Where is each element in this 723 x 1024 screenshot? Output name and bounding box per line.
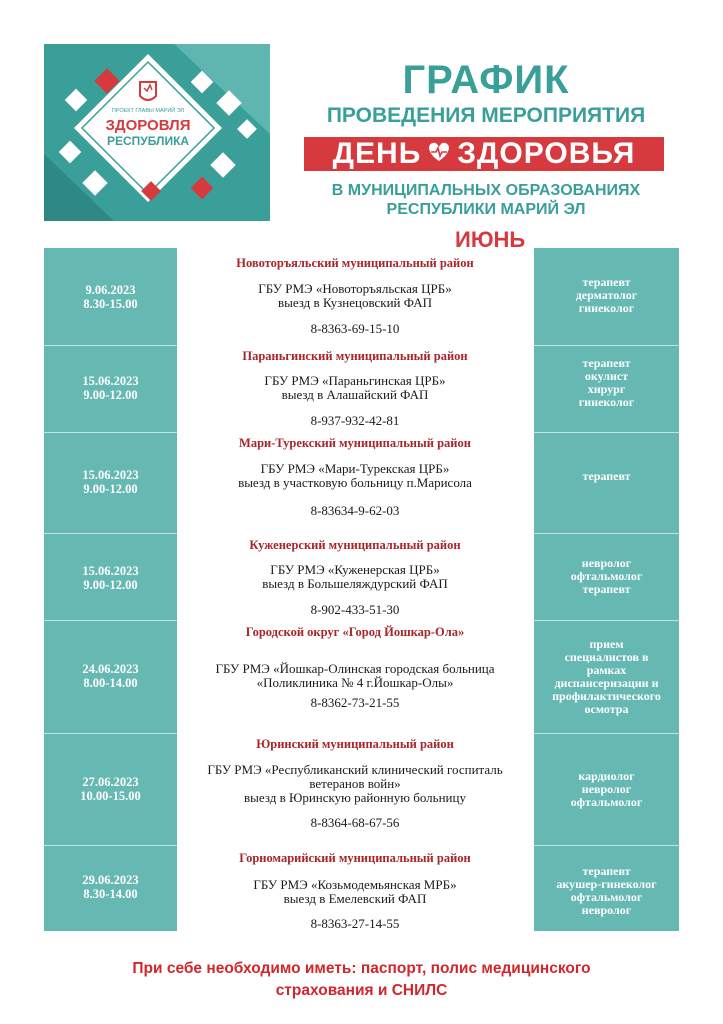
logo xyxy=(44,44,270,221)
venue-info xyxy=(180,563,530,591)
phone-number: 8-83634-9-62-03 xyxy=(310,503,400,518)
specialists-list xyxy=(534,357,679,409)
phone-number: 8-8363-27-14-55 xyxy=(310,916,400,931)
time-value: 8.00-14.00 xyxy=(83,676,138,690)
venue-line: выезд в Большеляждурский ФАП xyxy=(262,576,448,591)
phone-number: 8-8364-68-67-56 xyxy=(310,815,400,830)
phone-number: 8-937-932-42-81 xyxy=(310,413,400,428)
row-divider xyxy=(44,345,679,346)
specialist: терапевт xyxy=(582,356,631,370)
requirements-line: страхования и СНИЛС xyxy=(275,982,448,999)
time-value: 9.00-12.00 xyxy=(83,482,138,496)
specialists-list xyxy=(534,770,679,809)
venue-line: выезд в Юринскую районную больницу xyxy=(244,790,466,805)
phone-number: 8-8362-73-21-55 xyxy=(310,695,400,710)
specialist: офтальмолог xyxy=(570,795,643,809)
venue-line: ГБУ РМЭ «Козьмодемьянская МРБ» xyxy=(253,877,457,892)
specialist: терапевт xyxy=(582,582,631,596)
event-date xyxy=(44,662,177,690)
district-name: Новоторъяльский муниципальный район xyxy=(236,256,474,270)
venue-line: ветеранов войн» xyxy=(309,776,401,791)
specialists-list xyxy=(534,865,679,917)
specialist: кардиолог xyxy=(578,769,635,783)
banner-word-left: ДЕНЬ xyxy=(332,137,422,170)
specialist: диспансеризации и xyxy=(554,676,659,690)
logo-graphic xyxy=(44,44,270,221)
district-name: Мари-Турекский муниципальный район xyxy=(239,436,471,450)
venue-line: ГБУ РМЭ «Йошкар-Олинская городская больница xyxy=(215,661,495,676)
specialists-list xyxy=(534,276,679,315)
specialist: офтальмолог xyxy=(570,569,643,583)
row-divider xyxy=(44,432,679,433)
event-date xyxy=(44,564,177,592)
specialist: хирург xyxy=(587,382,626,396)
venue-line: «Поликлиника № 4 г.Йошкар-Олы» xyxy=(256,675,454,690)
specialist: дерматолог xyxy=(575,288,638,302)
specialists-list xyxy=(534,557,679,596)
specialist: прием xyxy=(589,637,624,651)
logo-name-line1: ЗДОРОВЛЯ xyxy=(105,117,191,134)
date-value: 15.06.2023 xyxy=(82,374,139,388)
specialist: гинеколог xyxy=(578,301,635,315)
specialists-list xyxy=(534,638,679,716)
requirements-note xyxy=(60,958,663,1002)
specialist: терапевт xyxy=(582,275,631,289)
venue-line: выезд в Кузнецовский ФАП xyxy=(277,295,432,310)
specialist: невролог xyxy=(581,782,632,796)
time-value: 8.30-14.00 xyxy=(83,887,138,901)
specialist: специалистов в xyxy=(564,650,649,664)
date-value: 29.06.2023 xyxy=(82,873,139,887)
specialist: рамках xyxy=(586,663,627,677)
municipal-line2: РЕСПУБЛИКИ МАРИЙ ЭЛ xyxy=(386,201,586,218)
specialist: профилактического xyxy=(552,689,661,703)
row-divider xyxy=(44,845,679,846)
venue-info xyxy=(180,282,530,310)
date-value: 27.06.2023 xyxy=(82,775,139,789)
specialist: осмотра xyxy=(584,702,629,716)
time-value: 9.00-12.00 xyxy=(83,578,138,592)
specialists-list xyxy=(534,470,679,483)
date-value: 15.06.2023 xyxy=(82,564,139,578)
row-divider xyxy=(44,733,679,734)
event-banner xyxy=(304,137,664,171)
district-name: Юринский муниципальный район xyxy=(256,737,454,751)
venue-line: ГБУ РМЭ «Мари-Турекская ЦРБ» xyxy=(260,461,450,476)
row-divider xyxy=(44,620,679,621)
venue-info xyxy=(180,662,530,690)
municipal-line1: В МУНИЦИПАЛЬНЫХ ОБРАЗОВАНИЯХ xyxy=(331,182,641,199)
specialist: гинеколог xyxy=(578,395,635,409)
specialist: невролог xyxy=(581,556,632,570)
event-date xyxy=(44,283,177,311)
month-label: ИЮНЬ xyxy=(455,227,526,252)
requirements-line: При себе необходимо иметь: паспорт, полис медицинского xyxy=(132,960,591,977)
venue-line: ГБУ РМЭ «Параньгинская ЦРБ» xyxy=(264,373,446,388)
event-date xyxy=(44,775,177,803)
specialist: окулист xyxy=(584,369,629,383)
row-divider xyxy=(44,533,679,534)
venue-line: ГБУ РМЭ «Новоторъяльская ЦРБ» xyxy=(258,281,452,296)
time-value: 10.00-15.00 xyxy=(80,789,141,803)
date-value: 15.06.2023 xyxy=(82,468,139,482)
specialist: терапевт xyxy=(582,864,631,878)
specialist: терапевт xyxy=(582,469,631,483)
district-name: Городской округ «Город Йошкар-Ола» xyxy=(245,625,465,639)
venue-line: ГБУ РМЭ «Куженерская ЦРБ» xyxy=(270,562,440,577)
specialist: акушер-гинеколог xyxy=(556,877,657,891)
page-title: ГРАФИК xyxy=(402,58,570,102)
venue-line: выезд в Алашайский ФАП xyxy=(281,387,429,402)
event-date xyxy=(44,468,177,496)
phone-number: 8-8363-69-15-10 xyxy=(310,321,400,336)
specialist: невролог xyxy=(581,903,632,917)
venue-line: выезд в участковую больницу п.Марисола xyxy=(238,475,472,490)
venue-info xyxy=(180,763,530,805)
logo-name-line2: РЕСПУБЛИКА xyxy=(106,134,190,148)
heart-icon xyxy=(425,137,453,171)
venue-info xyxy=(180,878,530,906)
municipal-heading xyxy=(290,181,682,219)
venue-line: выезд в Емелевский ФАП xyxy=(283,891,427,906)
venue-info xyxy=(180,462,530,490)
event-date xyxy=(44,374,177,402)
event-date xyxy=(44,873,177,901)
page-subtitle: ПРОВЕДЕНИЯ МЕРОПРИЯТИЯ xyxy=(326,104,646,127)
phone-number: 8-902-433-51-30 xyxy=(310,602,400,617)
time-value: 9.00-12.00 xyxy=(83,388,138,402)
logo-project-line: ПРОЕКТ ГЛАВЫ МАРИЙ ЭЛ xyxy=(111,108,185,114)
district-name: Горномарийский муниципальный район xyxy=(239,851,471,865)
district-name: Куженерский муниципальный район xyxy=(249,538,461,552)
specialist: офтальмолог xyxy=(570,890,643,904)
district-name: Параньгинский муниципальный район xyxy=(242,349,468,363)
date-value: 24.06.2023 xyxy=(82,662,139,676)
date-value: 9.06.2023 xyxy=(85,283,136,297)
time-value: 8.30-15.00 xyxy=(83,297,138,311)
venue-info xyxy=(180,374,530,402)
banner-word-right: ЗДОРОВЬЯ xyxy=(457,137,636,170)
venue-line: ГБУ РМЭ «Республиканский клинический госпиталь xyxy=(207,762,503,777)
